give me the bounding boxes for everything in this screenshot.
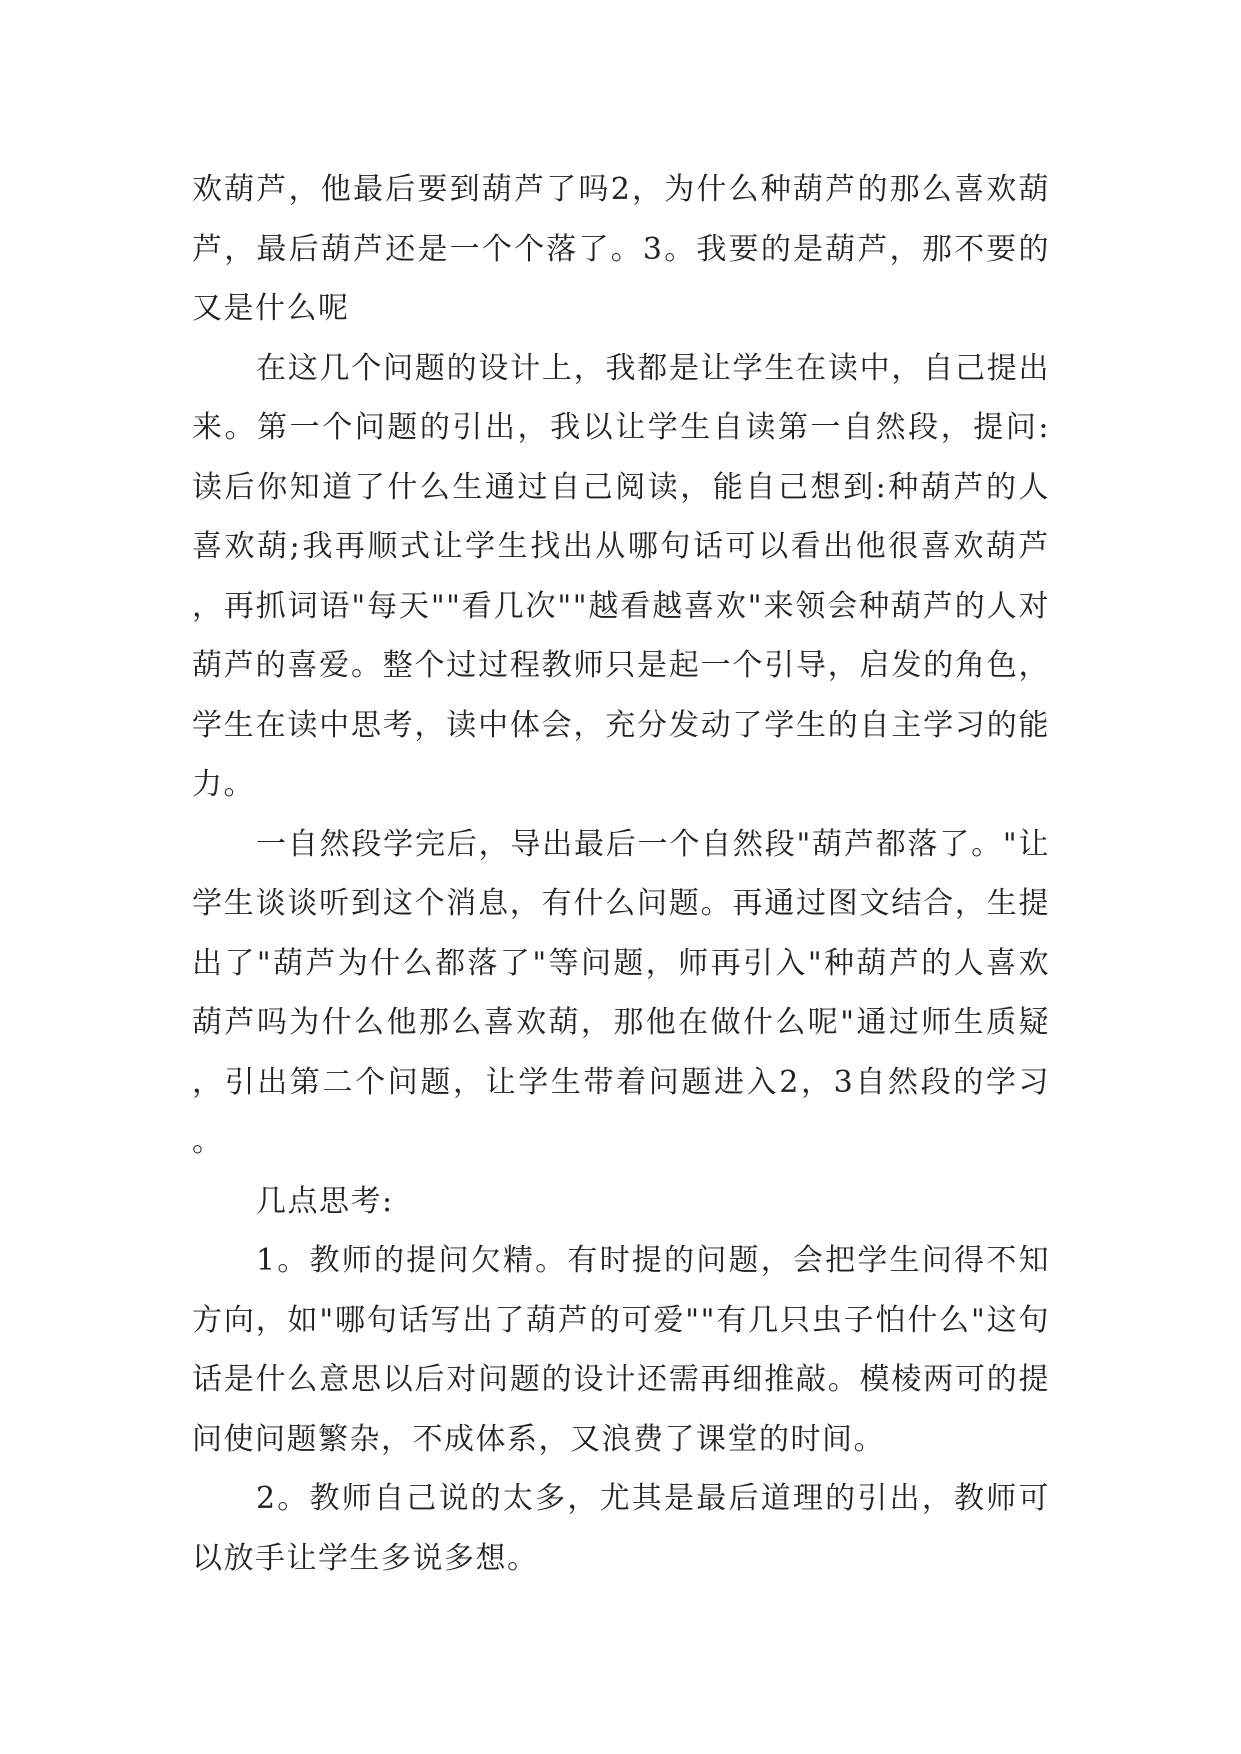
document-body <box>192 160 1050 1588</box>
paragraph-continuation: 欢葫芦，他最后要到葫芦了吗2，为什么种葫芦的那么喜欢葫芦，最后葫芦还是一个个落了。3。我要的是葫芦，那不要的又是什么呢 <box>192 172 1050 326</box>
paragraph-reflection-2: 2。教师自己说的太多，尤其是最后道理的引出，教师可以放手让学生多说多想。 <box>192 1481 1050 1576</box>
paragraph-reflections-heading: 几点思考: <box>256 1183 394 1219</box>
paragraph-reflection-1: 1。教师的提问欠精。有时提的问题，会把学生问得不知方向，如"哪句话写出了葫芦的可爱""有几只虫子怕什么"这句话是什么意思以后对问题的设计还需再细推敲。模棱两可的提问使问题繁杂，不成体系，又浪费了课堂的时间。 <box>192 1243 1050 1457</box>
paragraph-question-design: 在这几个问题的设计上，我都是让学生在读中，自己提出来。第一个问题的引出，我以让学生自读第一自然段，提问:读后你知道了什么生通过自己阅读，能自己想到:种葫芦的人喜欢葫;我再顺式让学生找出从哪句话可以看出他很喜欢葫芦，再抓词语"每天""看几次""越看越喜欢"来领会种葫芦的人对葫芦的喜爱。整个过过程教师只是起一个引导，启发的角色，学生在读中思考，读中体会，充分发动了学生的自主学习的能力。 <box>192 350 1050 802</box>
paragraph-last-section: 一自然段学完后，导出最后一个自然段"葫芦都落了。"让学生谈谈听到这个消息，有什么问题。再通过图文结合，生提出了"葫芦为什么都落了"等问题，师再引入"种葫芦的人喜欢葫芦吗为什么他那么喜欢葫，那他在做什么呢"通过师生质疑，引出第二个问题，让学生带着问题进入2，3自然段的学习。 <box>192 826 1050 1159</box>
